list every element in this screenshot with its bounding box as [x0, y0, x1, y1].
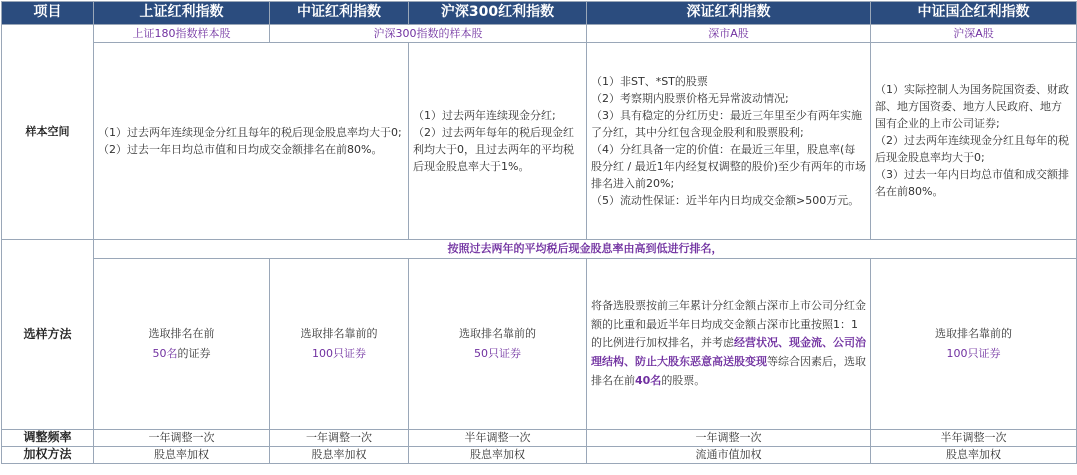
- header-sse-dividend: 上证红利指数: [94, 2, 270, 25]
- header-row: [2, 2, 1077, 25]
- selection-col5-num: 100只证券: [946, 346, 1001, 360]
- rank-rule-text: 按照过去两年的平均税后现金股息率由高到低进行排名，: [94, 239, 1077, 258]
- selection-col5-pre: 选取排名靠前的: [935, 326, 1012, 340]
- selection-col4-part3: 的股票。: [661, 373, 706, 387]
- sample-space-col4-item: （2）考察期内股票价格无异常波动情况;: [591, 91, 789, 105]
- selection-col4: [587, 258, 871, 429]
- selection-col4-num: 40名: [635, 373, 662, 387]
- sample-space-col4-item: （3）具有稳定的分红历史：最近三年里至少有两年实施了分红，其中分红包含现金股利和股票股利;: [591, 108, 862, 139]
- selection-col1-pre: 选取排名在前: [148, 326, 215, 340]
- sample-space-col5-item: （3）过去一年内日均总市值和成交额排名在前80%。: [875, 168, 1069, 199]
- header-csi300-dividend: 沪深300红利指数: [409, 2, 587, 25]
- sample-space-label: 样本空间: [2, 24, 94, 239]
- selection-col4-part2: 等综合因素后，选取排名在前: [591, 355, 866, 387]
- sample-space-col12-item: （1）过去两年连续现金分红且每年的税后现金股息率均大于0;: [98, 125, 402, 139]
- universe-col5: 沪深A股: [871, 24, 1077, 42]
- weighting-col5: 股息率加权: [871, 446, 1077, 463]
- header-csi-dividend: 中证红利指数: [270, 2, 409, 25]
- weighting-row: [2, 446, 1077, 463]
- selection-row: [2, 258, 1077, 429]
- weighting-col4: 流通市值加权: [587, 446, 871, 463]
- sample-space-col5-item: （2）过去两年连续现金分红且每年的税后现金股息率均大于0;: [875, 134, 1069, 165]
- weighting-col3: 股息率加权: [409, 446, 587, 463]
- sample-space-row: [2, 42, 1077, 239]
- universe-col4: 深市A股: [587, 24, 871, 42]
- selection-col2-num: 100只证券: [312, 346, 366, 360]
- header-item: 项目: [2, 2, 94, 25]
- sample-space-col4: [587, 42, 871, 239]
- sample-space-col3-item: （1）过去两年连续现金分红;: [413, 108, 556, 122]
- sample-space-col5: [871, 42, 1077, 239]
- header-szse-dividend: 深证红利指数: [587, 2, 871, 25]
- universe-col1: 上证180指数样本股: [94, 24, 270, 42]
- selection-col1-num: 50名: [152, 346, 178, 360]
- frequency-label: 调整频率: [2, 429, 94, 446]
- header-csi-soe-dividend: 中证国企红利指数: [871, 2, 1077, 25]
- selection-col4-part1: 将备选股票按前三年累计分红金额占深市上市公司分红金额的比重和最近半年日均成交金额占深市比重按照1：1的比例进行加权排名，并考虑: [591, 299, 866, 350]
- sample-space-col4-item: （1）非ST、*ST的股票: [591, 74, 708, 88]
- selection-col1: [94, 258, 270, 429]
- selection-col4-highlight: 经营状况、现金流、公司治理结构、防止大股东恶意高送股变现: [591, 336, 866, 369]
- sample-space-col12-item: （2）过去一年日均总市值和日均成交金额排名在前80%。: [98, 142, 383, 156]
- sample-space-col12: [94, 42, 409, 239]
- frequency-col3: 半年调整一次: [409, 429, 587, 446]
- universe-row: [2, 24, 1077, 42]
- weighting-label: 加权方法: [2, 446, 94, 463]
- selection-col3-num: 50只证券: [474, 346, 521, 360]
- sample-space-col5-item: （1）实际控制人为国务院国资委、财政部、地方国资委、地方人民政府、地方国有企业的上市公司证券;: [875, 83, 1069, 131]
- frequency-col5: 半年调整一次: [871, 429, 1077, 446]
- selection-col2: [270, 258, 409, 429]
- rank-rule-row: [2, 239, 1077, 258]
- universe-col23: 沪深300指数的样本股: [270, 24, 587, 42]
- selection-col3-pre: 选取排名靠前的: [459, 326, 536, 340]
- weighting-col1: 股息率加权: [94, 446, 270, 463]
- weighting-col2: 股息率加权: [270, 446, 409, 463]
- sample-space-col3-item: （2）过去两年每年的税后现金红利均大于0，且过去两年的平均税后现金股息率大于1%。: [413, 125, 574, 173]
- sample-space-col4-item: （4）分红具备一定的价值：在最近三年里，股息率(每股分红 / 最近1年内经复权调整的股价)至少有两年的市场排名进入前20%;: [591, 142, 866, 190]
- frequency-row: [2, 429, 1077, 446]
- selection-col2-pre: 选取排名靠前的: [300, 326, 378, 340]
- selection-method-label: 选样方法: [2, 239, 94, 429]
- sample-space-col4-item: （5）流动性保证：近半年内日均成交金额>500万元。: [591, 193, 860, 207]
- frequency-col2: 一年调整一次: [270, 429, 409, 446]
- selection-col1-post: 的证券: [177, 346, 211, 360]
- sample-space-col3: [409, 42, 587, 239]
- selection-col5: [871, 258, 1077, 429]
- frequency-col1: 一年调整一次: [94, 429, 270, 446]
- frequency-col4: 一年调整一次: [587, 429, 871, 446]
- selection-col3: [409, 258, 587, 429]
- dividend-index-comparison-table: [1, 1, 1077, 464]
